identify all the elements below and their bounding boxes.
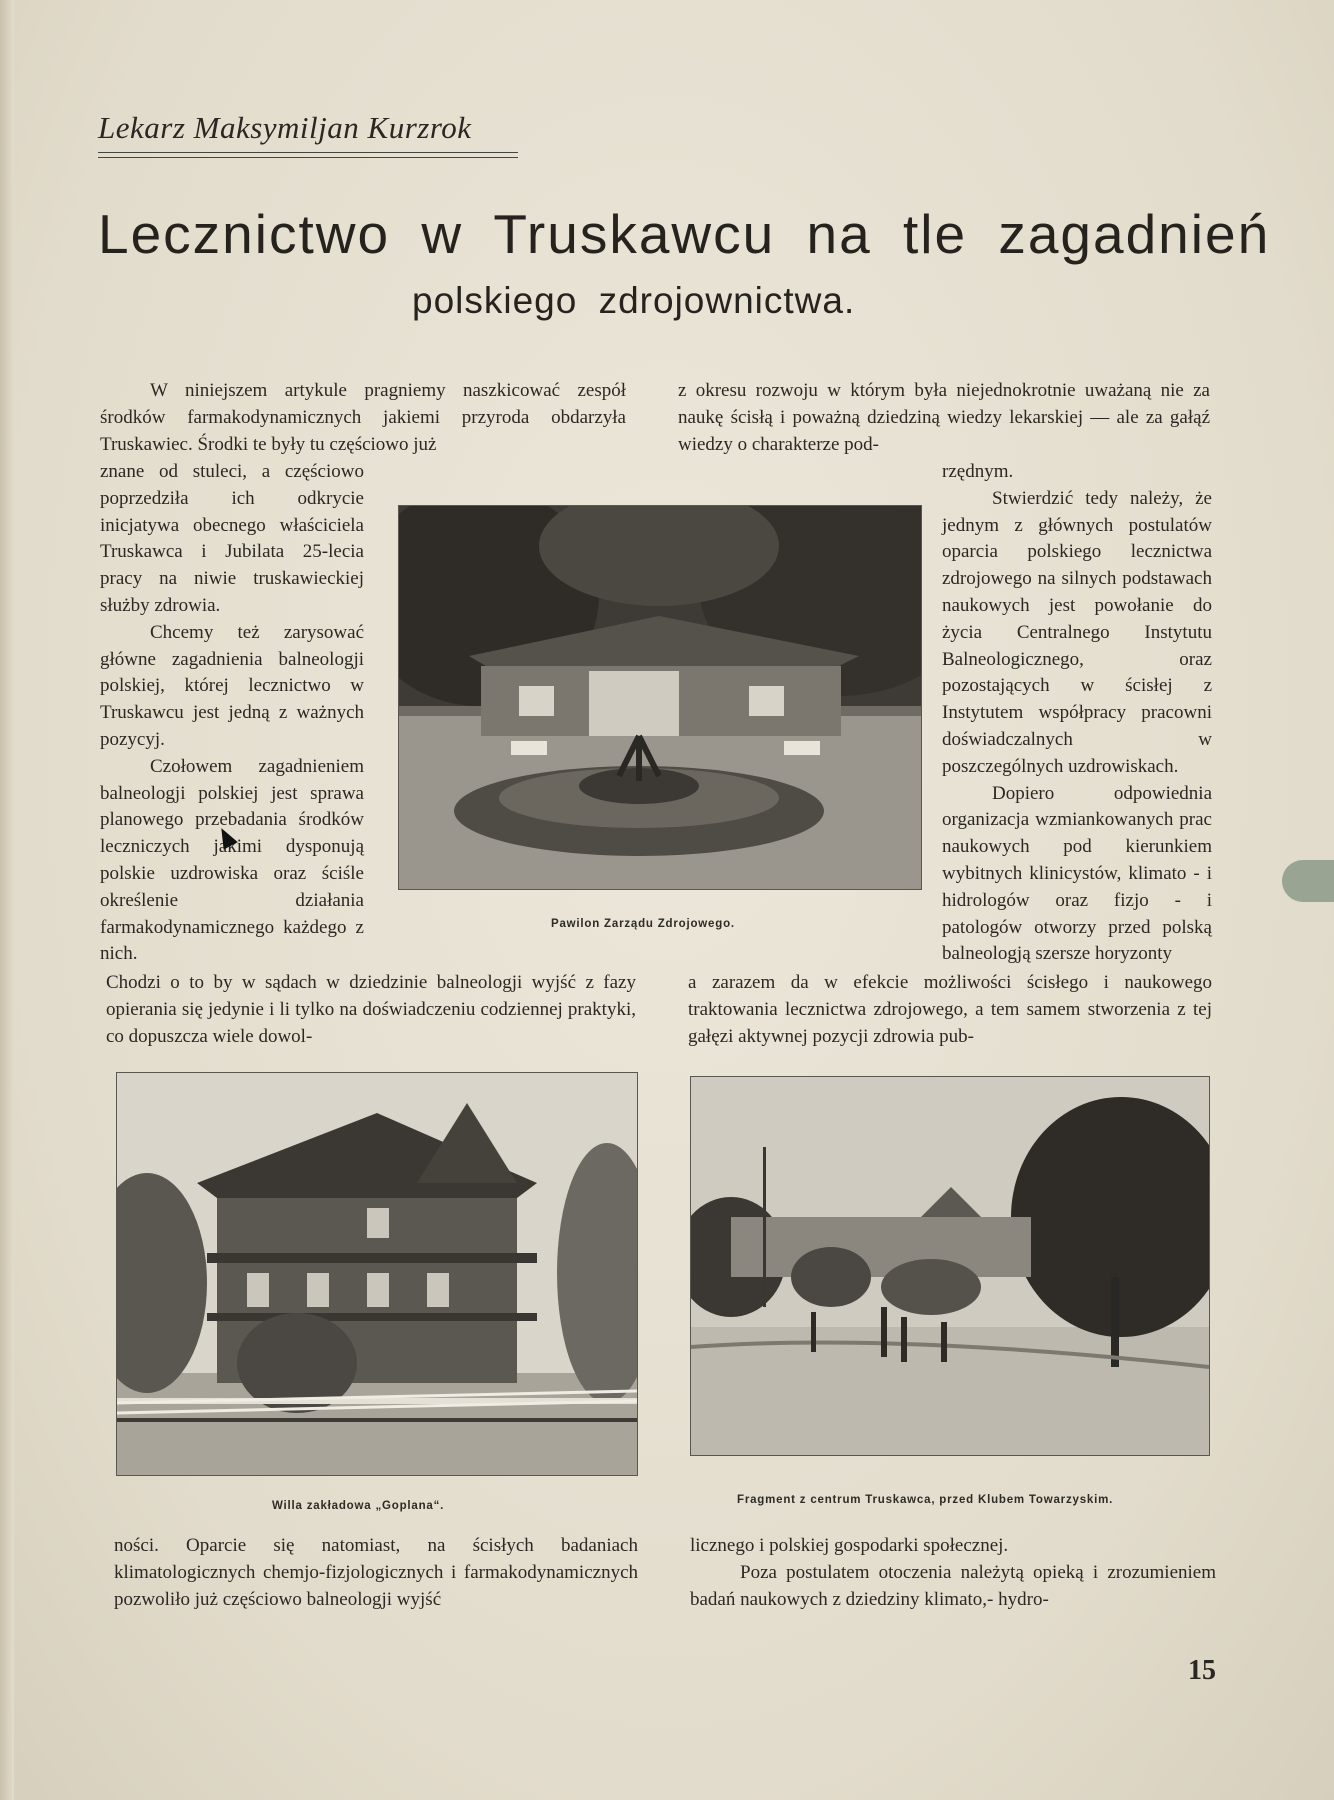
right-column-top [678, 378, 1210, 458]
author-byline: Lekarz Maksymiljan Kurzrok [98, 110, 472, 145]
pavilion-illustration [399, 506, 921, 889]
right-column-bottom [688, 970, 1212, 1050]
footer-left-paragraph: ności. Oparcie się natomiast, na ścisłych badaniach klimatologicznych chemjo-fizjologicznych i farmakodynamicznych pozwoliło już częściowo balneologji wyjść [114, 1535, 638, 1610]
left-column-bottom [106, 970, 636, 1050]
left-bottom-paragraph: Chodzi o to by w sądach w dziedzinie balneologji wyjść z fazy opierania się jedynie i li tylko na doświadczeniu codziennej praktyki, co dopuszcza wiele dowol- [106, 972, 636, 1047]
byline-rule [98, 152, 518, 158]
centre-caption: Fragment z centrum Truskawca, przed Klubem Towarzyskim. [737, 1494, 1114, 1506]
left-column-top [100, 378, 626, 458]
right-top-paragraph: z okresu rozwoju w którym była niejednokrotnie uważaną nie za naukę ścisłą i poważną dziedziną wiedzy lekarskiej — ale za gałąź wiedzy o charakterze pod- [678, 380, 1210, 455]
pavilion-caption: Pawilon Zarządu Zdrojowego. [551, 918, 735, 930]
villa-illustration [117, 1073, 637, 1475]
villa-caption: Willa zakładowa „Goplana“. [272, 1500, 445, 1512]
right-bottom-paragraph: a zarazem da w efekcie możliwości ścisłego i naukowego traktowania lecznictwa zdrojowego, a tem samem stworzenia z tej gałęzi aktywnej pozycji zdrowia pub- [688, 972, 1212, 1047]
right-narrow-first-line: rzędnym. [942, 461, 1014, 482]
left-top-paragraph: W niniejszem artykule pragniemy naszkicować zespół środków farmakodynamicznych jakiemi przyroda obdarzyła Truskawiec. Środki te były tu częściowo już [100, 380, 626, 455]
right-narrow-paragraph-1: Stwierdzić tedy należy, że jednym z głównych postulatów oparcia polskiego lecznictwa zdrojowego na silnych podstawach naukowych jest powołanie do życia Centralnego Instytutu Balneologicznego, oraz pozostających w ścisłej z Instytutem współpracy pracowni doświadczalnych w poszczególnych uzdrowiskach. [942, 487, 1212, 777]
page-spine [0, 0, 14, 1800]
centre-photo [690, 1076, 1210, 1456]
footer-right-column [690, 1533, 1216, 1613]
left-narrow-paragraph-1: znane od stuleci, a częściowo poprzedziła ich odkrycie inicjatywa obecnego właściciela Truskawca i Jubilata 25-lecia pracy na niwie truskawieckiej służby zdrowia. [100, 461, 364, 616]
villa-photo [116, 1072, 638, 1476]
footer-right-paragraph-1: licznego i polskiej gospodarki społecznej. [690, 1535, 1009, 1556]
article-title: Lecznictwo w Truskawcu na tle zagadnień [98, 203, 1271, 265]
page-tab-marker [1282, 860, 1334, 902]
footer-left-column [114, 1533, 638, 1613]
left-narrow-paragraph-2: Chcemy też zarysować główne zagadnienia balneologji polskiej, której lecznictwo w Truskawcu jest jedną z ważnych pozycyj. [100, 621, 364, 750]
left-narrow-paragraph-3: Czołowem zagadnieniem balneologji polskiej jest sprawa planowego przebadania środków leczniczych jakimi dysponują polskie uzdrowiska oraz ściśle określenie działania farmakodynamicznego każdego z nich. [100, 755, 364, 965]
pavilion-photo [398, 505, 922, 890]
article-subtitle: polskiego zdrojownictwa. [412, 280, 856, 321]
footer-right-paragraph-2: Poza postulatem otoczenia należytą opieką i zrozumieniem badań naukowych z dziedziny klimato,- hydro- [690, 1561, 1216, 1610]
centre-illustration [691, 1077, 1209, 1455]
page-number: 15 [1188, 1655, 1216, 1686]
left-column-narrow [100, 459, 364, 968]
right-narrow-paragraph-2: Dopiero odpowiednia organizacja wzmiankowanych prac naukowych pod kierunkiem wybitnych klinicystów, klimato - i hidrologów oraz fizjo - i patologów otworzy przed polską balneologją szersze horyzonty [942, 782, 1212, 965]
right-column-narrow [942, 459, 1212, 968]
